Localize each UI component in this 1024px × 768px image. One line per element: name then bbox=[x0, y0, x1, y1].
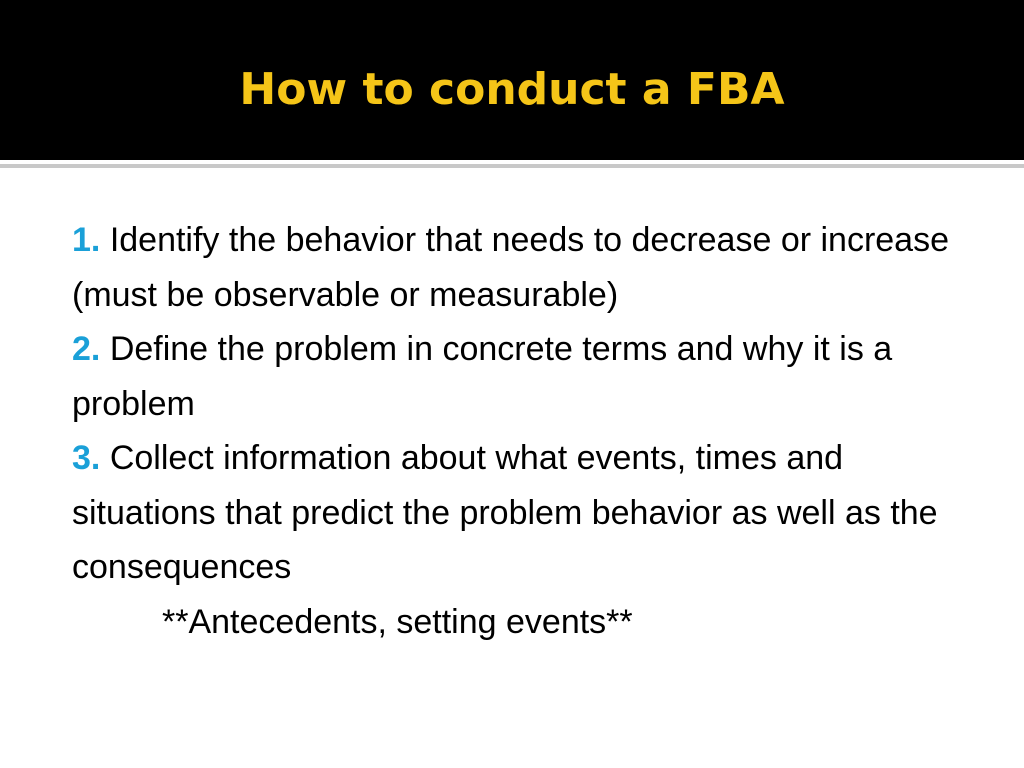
item-number: 3. bbox=[72, 439, 101, 477]
title-divider bbox=[0, 164, 1024, 168]
list-item bbox=[72, 431, 982, 595]
item-number: 1. bbox=[72, 221, 101, 259]
slide-body bbox=[72, 213, 982, 649]
antecedents-note: **Antecedents, setting events** bbox=[162, 602, 633, 641]
list-item bbox=[72, 322, 982, 431]
item-text: Collect information about what events, times and situations that predict the problem behavior as well as the consequences bbox=[72, 439, 938, 586]
list-item bbox=[72, 213, 982, 322]
item-number: 2. bbox=[72, 330, 101, 368]
slide-title: How to conduct a FBA bbox=[239, 64, 785, 115]
item-text: Define the problem in concrete terms and why it is a problem bbox=[72, 330, 893, 423]
title-bar bbox=[0, 0, 1024, 160]
item-text: Identify the behavior that needs to decrease or increase (must be observable or measurable) bbox=[72, 221, 950, 314]
